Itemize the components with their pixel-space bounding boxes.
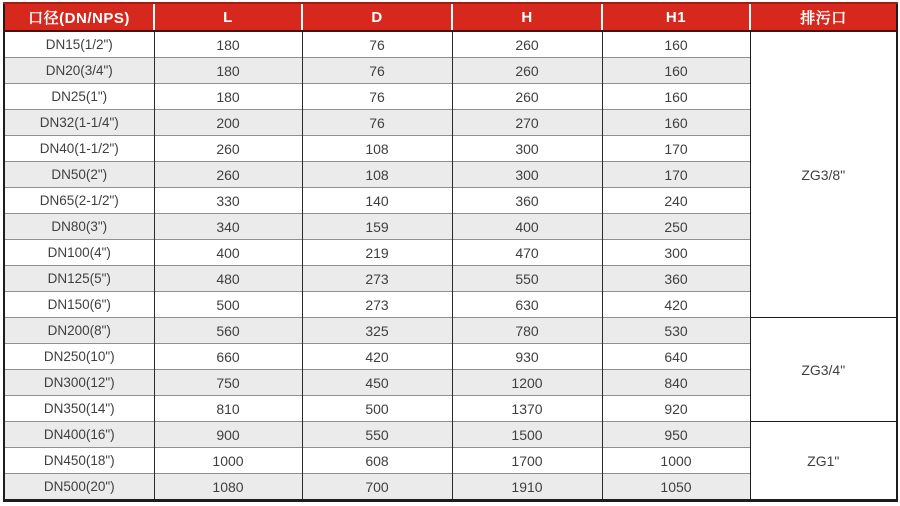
value-cell: 170 bbox=[602, 162, 750, 188]
column-header: 排污口 bbox=[750, 3, 897, 31]
value-cell: 470 bbox=[452, 240, 602, 266]
value-cell: 1200 bbox=[452, 370, 602, 396]
value-cell: 500 bbox=[302, 396, 452, 422]
column-header: L bbox=[154, 3, 302, 31]
value-cell: 273 bbox=[302, 266, 452, 292]
drain-port-cell: ZG3/4" bbox=[750, 318, 897, 422]
size-cell: DN400(16") bbox=[4, 422, 154, 448]
value-cell: 780 bbox=[452, 318, 602, 344]
value-cell: 420 bbox=[602, 292, 750, 318]
value-cell: 608 bbox=[302, 448, 452, 474]
value-cell: 180 bbox=[154, 84, 302, 110]
size-cell: DN15(1/2") bbox=[4, 31, 154, 58]
value-cell: 810 bbox=[154, 396, 302, 422]
value-cell: 930 bbox=[452, 344, 602, 370]
value-cell: 750 bbox=[154, 370, 302, 396]
value-cell: 340 bbox=[154, 214, 302, 240]
column-header: H bbox=[452, 3, 602, 31]
size-cell: DN20(3/4") bbox=[4, 58, 154, 84]
value-cell: 500 bbox=[154, 292, 302, 318]
value-cell: 1080 bbox=[154, 474, 302, 501]
table-header-row bbox=[4, 3, 897, 31]
value-cell: 76 bbox=[302, 110, 452, 136]
value-cell: 360 bbox=[452, 188, 602, 214]
value-cell: 1000 bbox=[602, 448, 750, 474]
value-cell: 660 bbox=[154, 344, 302, 370]
size-cell: DN50(2") bbox=[4, 162, 154, 188]
value-cell: 950 bbox=[602, 422, 750, 448]
table-body bbox=[4, 31, 897, 501]
value-cell: 260 bbox=[154, 162, 302, 188]
size-cell: DN150(6") bbox=[4, 292, 154, 318]
size-cell: DN65(2-1/2") bbox=[4, 188, 154, 214]
value-cell: 560 bbox=[154, 318, 302, 344]
value-cell: 180 bbox=[154, 31, 302, 58]
value-cell: 480 bbox=[154, 266, 302, 292]
size-cell: DN125(5") bbox=[4, 266, 154, 292]
value-cell: 1910 bbox=[452, 474, 602, 501]
value-cell: 240 bbox=[602, 188, 750, 214]
value-cell: 160 bbox=[602, 84, 750, 110]
value-cell: 450 bbox=[302, 370, 452, 396]
value-cell: 260 bbox=[154, 136, 302, 162]
value-cell: 530 bbox=[602, 318, 750, 344]
size-cell: DN500(20") bbox=[4, 474, 154, 501]
value-cell: 300 bbox=[452, 136, 602, 162]
value-cell: 300 bbox=[452, 162, 602, 188]
value-cell: 840 bbox=[602, 370, 750, 396]
size-cell: DN200(8") bbox=[4, 318, 154, 344]
size-cell: DN350(14") bbox=[4, 396, 154, 422]
table-row bbox=[4, 31, 897, 58]
value-cell: 1000 bbox=[154, 448, 302, 474]
valve-dimension-table-container bbox=[3, 2, 898, 502]
value-cell: 108 bbox=[302, 136, 452, 162]
size-cell: DN100(4") bbox=[4, 240, 154, 266]
value-cell: 1500 bbox=[452, 422, 602, 448]
value-cell: 300 bbox=[602, 240, 750, 266]
size-cell: DN250(10") bbox=[4, 344, 154, 370]
value-cell: 550 bbox=[302, 422, 452, 448]
value-cell: 76 bbox=[302, 31, 452, 58]
column-header: 口径(DN/NPS) bbox=[4, 3, 154, 31]
size-cell: DN80(3") bbox=[4, 214, 154, 240]
header-row bbox=[4, 3, 897, 31]
value-cell: 180 bbox=[154, 58, 302, 84]
value-cell: 1050 bbox=[602, 474, 750, 501]
drain-port-cell: ZG1" bbox=[750, 422, 897, 501]
value-cell: 400 bbox=[154, 240, 302, 266]
size-cell: DN450(18") bbox=[4, 448, 154, 474]
value-cell: 360 bbox=[602, 266, 750, 292]
value-cell: 108 bbox=[302, 162, 452, 188]
size-cell: DN32(1-1/4") bbox=[4, 110, 154, 136]
value-cell: 420 bbox=[302, 344, 452, 370]
value-cell: 273 bbox=[302, 292, 452, 318]
column-header: D bbox=[302, 3, 452, 31]
value-cell: 1370 bbox=[452, 396, 602, 422]
drain-port-cell: ZG3/8" bbox=[750, 31, 897, 318]
value-cell: 170 bbox=[602, 136, 750, 162]
value-cell: 219 bbox=[302, 240, 452, 266]
value-cell: 260 bbox=[452, 31, 602, 58]
size-cell: DN40(1-1/2") bbox=[4, 136, 154, 162]
value-cell: 140 bbox=[302, 188, 452, 214]
value-cell: 700 bbox=[302, 474, 452, 501]
value-cell: 160 bbox=[602, 58, 750, 84]
value-cell: 160 bbox=[602, 31, 750, 58]
value-cell: 260 bbox=[452, 58, 602, 84]
value-cell: 1700 bbox=[452, 448, 602, 474]
value-cell: 160 bbox=[602, 110, 750, 136]
value-cell: 630 bbox=[452, 292, 602, 318]
value-cell: 200 bbox=[154, 110, 302, 136]
value-cell: 159 bbox=[302, 214, 452, 240]
table-row bbox=[4, 422, 897, 448]
value-cell: 270 bbox=[452, 110, 602, 136]
spec-table bbox=[3, 2, 898, 502]
value-cell: 76 bbox=[302, 58, 452, 84]
value-cell: 900 bbox=[154, 422, 302, 448]
value-cell: 550 bbox=[452, 266, 602, 292]
value-cell: 250 bbox=[602, 214, 750, 240]
value-cell: 400 bbox=[452, 214, 602, 240]
value-cell: 76 bbox=[302, 84, 452, 110]
column-header: H1 bbox=[602, 3, 750, 31]
size-cell: DN300(12") bbox=[4, 370, 154, 396]
table-row bbox=[4, 318, 897, 344]
value-cell: 330 bbox=[154, 188, 302, 214]
value-cell: 920 bbox=[602, 396, 750, 422]
value-cell: 260 bbox=[452, 84, 602, 110]
size-cell: DN25(1") bbox=[4, 84, 154, 110]
value-cell: 325 bbox=[302, 318, 452, 344]
value-cell: 640 bbox=[602, 344, 750, 370]
